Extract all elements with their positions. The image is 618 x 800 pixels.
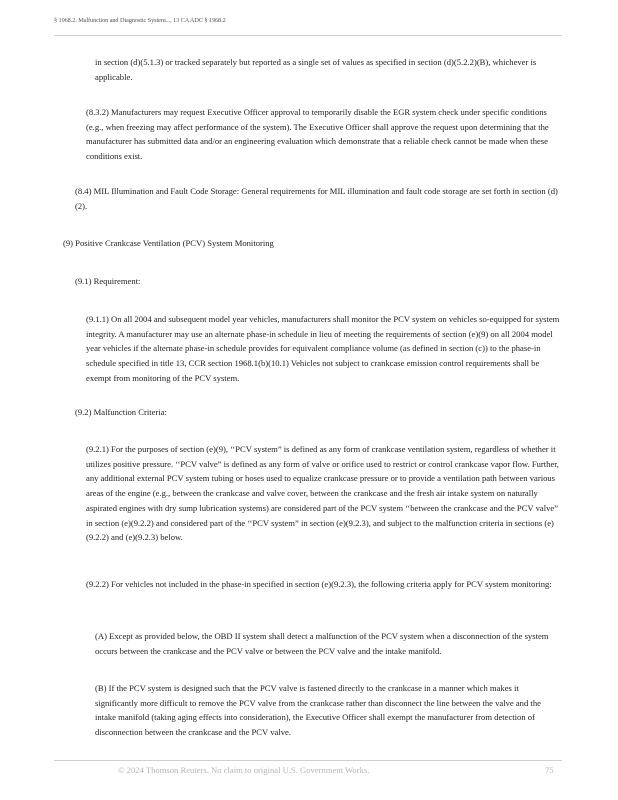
paragraph-item-b: (B) If the PCV system is designed such that the PCV valve is fastened directly to the crankcase in a manner which makes it significantly more difficult to remove the PCV valve from the crankcase rather than disconnect the line between the valve and the intake manifold (taking aging effects into consideration), the Executive Officer shall exempt the manufacturer from detection of disconnection between the crankcase and the PCV valve. [95,683,541,738]
subsection-heading-9-2: (9.2) Malfunction Criteria: [75,407,167,417]
paragraph-9-1-1: (9.1.1) On all 2004 and subsequent model year vehicles, manufacturers shall monitor the PCV system on vehicles so-equipped for system integrity. A manufacturer may use an alternate phase-in schedule in lieu of meeting the requirements of section (e)(9) on all 2004 model year vehicles if the alternate phase-in schedule provides for equivalent compliance volume (as defined in section (c)) to the phase-in schedule specified in title 13, CCR section 1968.1(b)(10.1) Vehicles not subject to crankcase emission control requirements shall be exempt from monitoring of the PCV system. [86,314,560,383]
footer-copyright: © 2024 Thomson Reuters. No claim to original U.S. Government Works. [118,765,370,775]
running-head: § 1968.2. Malfunction and Diagnostic System..., 13 CA ADC § 1968.2 [54,17,226,24]
paragraph-item-a: (A) Except as provided below, the OBD II system shall detect a malfunction of the PCV system when a disconnection of the system occurs between the crankcase and the PCV valve or between the PCV valve and the intake manifold. [95,631,549,656]
paragraph-9-2-1: (9.2.1) For the purposes of section (e)(9), ‘‘PCV system” is defined as any form of crankcase ventilation system, regardless of whether it utilizes positive pressure. ‘‘PCV valve” is defined as any form of valve or orifice used to restrict or control crankcase vapor flow. Further, any additional external PCV system tubing or hoses used to equalize crankcase pressure or to provide a ventilation path between various areas of the engine (e.g., between the crankcase and valve cover, between the crankcase and the fresh air intake system on naturally aspirated engines with dry sump lubrication systems) are considered part of the PCV system ‘‘between the crankcase and the PCV valve” in section (e)(9.2.2) and considered part of the ‘‘PCV system” in section (e)(9.2.3), and subject to the malfunction criteria in sections (e)(9.2.2) and (e)(9.2.3) below. [86,444,559,543]
subsection-heading-9-1: (9.1) Requirement: [75,276,141,286]
footer-divider [54,760,562,761]
header-divider [54,35,562,36]
page-number: 75 [545,765,554,775]
paragraph-8-4: (8.4) MIL Illumination and Fault Code Storage: General requirements for MIL illumination and fault code storage are set forth in section (d)(2). [75,186,558,211]
section-heading-9: (9) Positive Crankcase Ventilation (PCV) System Monitoring [63,238,274,248]
paragraph-9-2-2: (9.2.2) For vehicles not included in the phase-in specified in section (e)(9.2.3), the following criteria apply for PCV system monitoring: [86,579,552,589]
paragraph-8-3-2: (8.3.2) Manufacturers may request Executive Officer approval to temporarily disable the EGR system check under specific conditions (e.g., when freezing may affect performance of the system). The Executive Officer shall approve the request upon determining that the manufacturer has submitted data and/or an engineering evaluation which demonstrate that a reliable check cannot be made when these conditions exist. [86,107,549,162]
paragraph-continuation: in section (d)(5.1.3) or tracked separately but reported as a single set of values as specified in section (d)(5.2.2)(B), whichever is applicable. [95,57,537,82]
